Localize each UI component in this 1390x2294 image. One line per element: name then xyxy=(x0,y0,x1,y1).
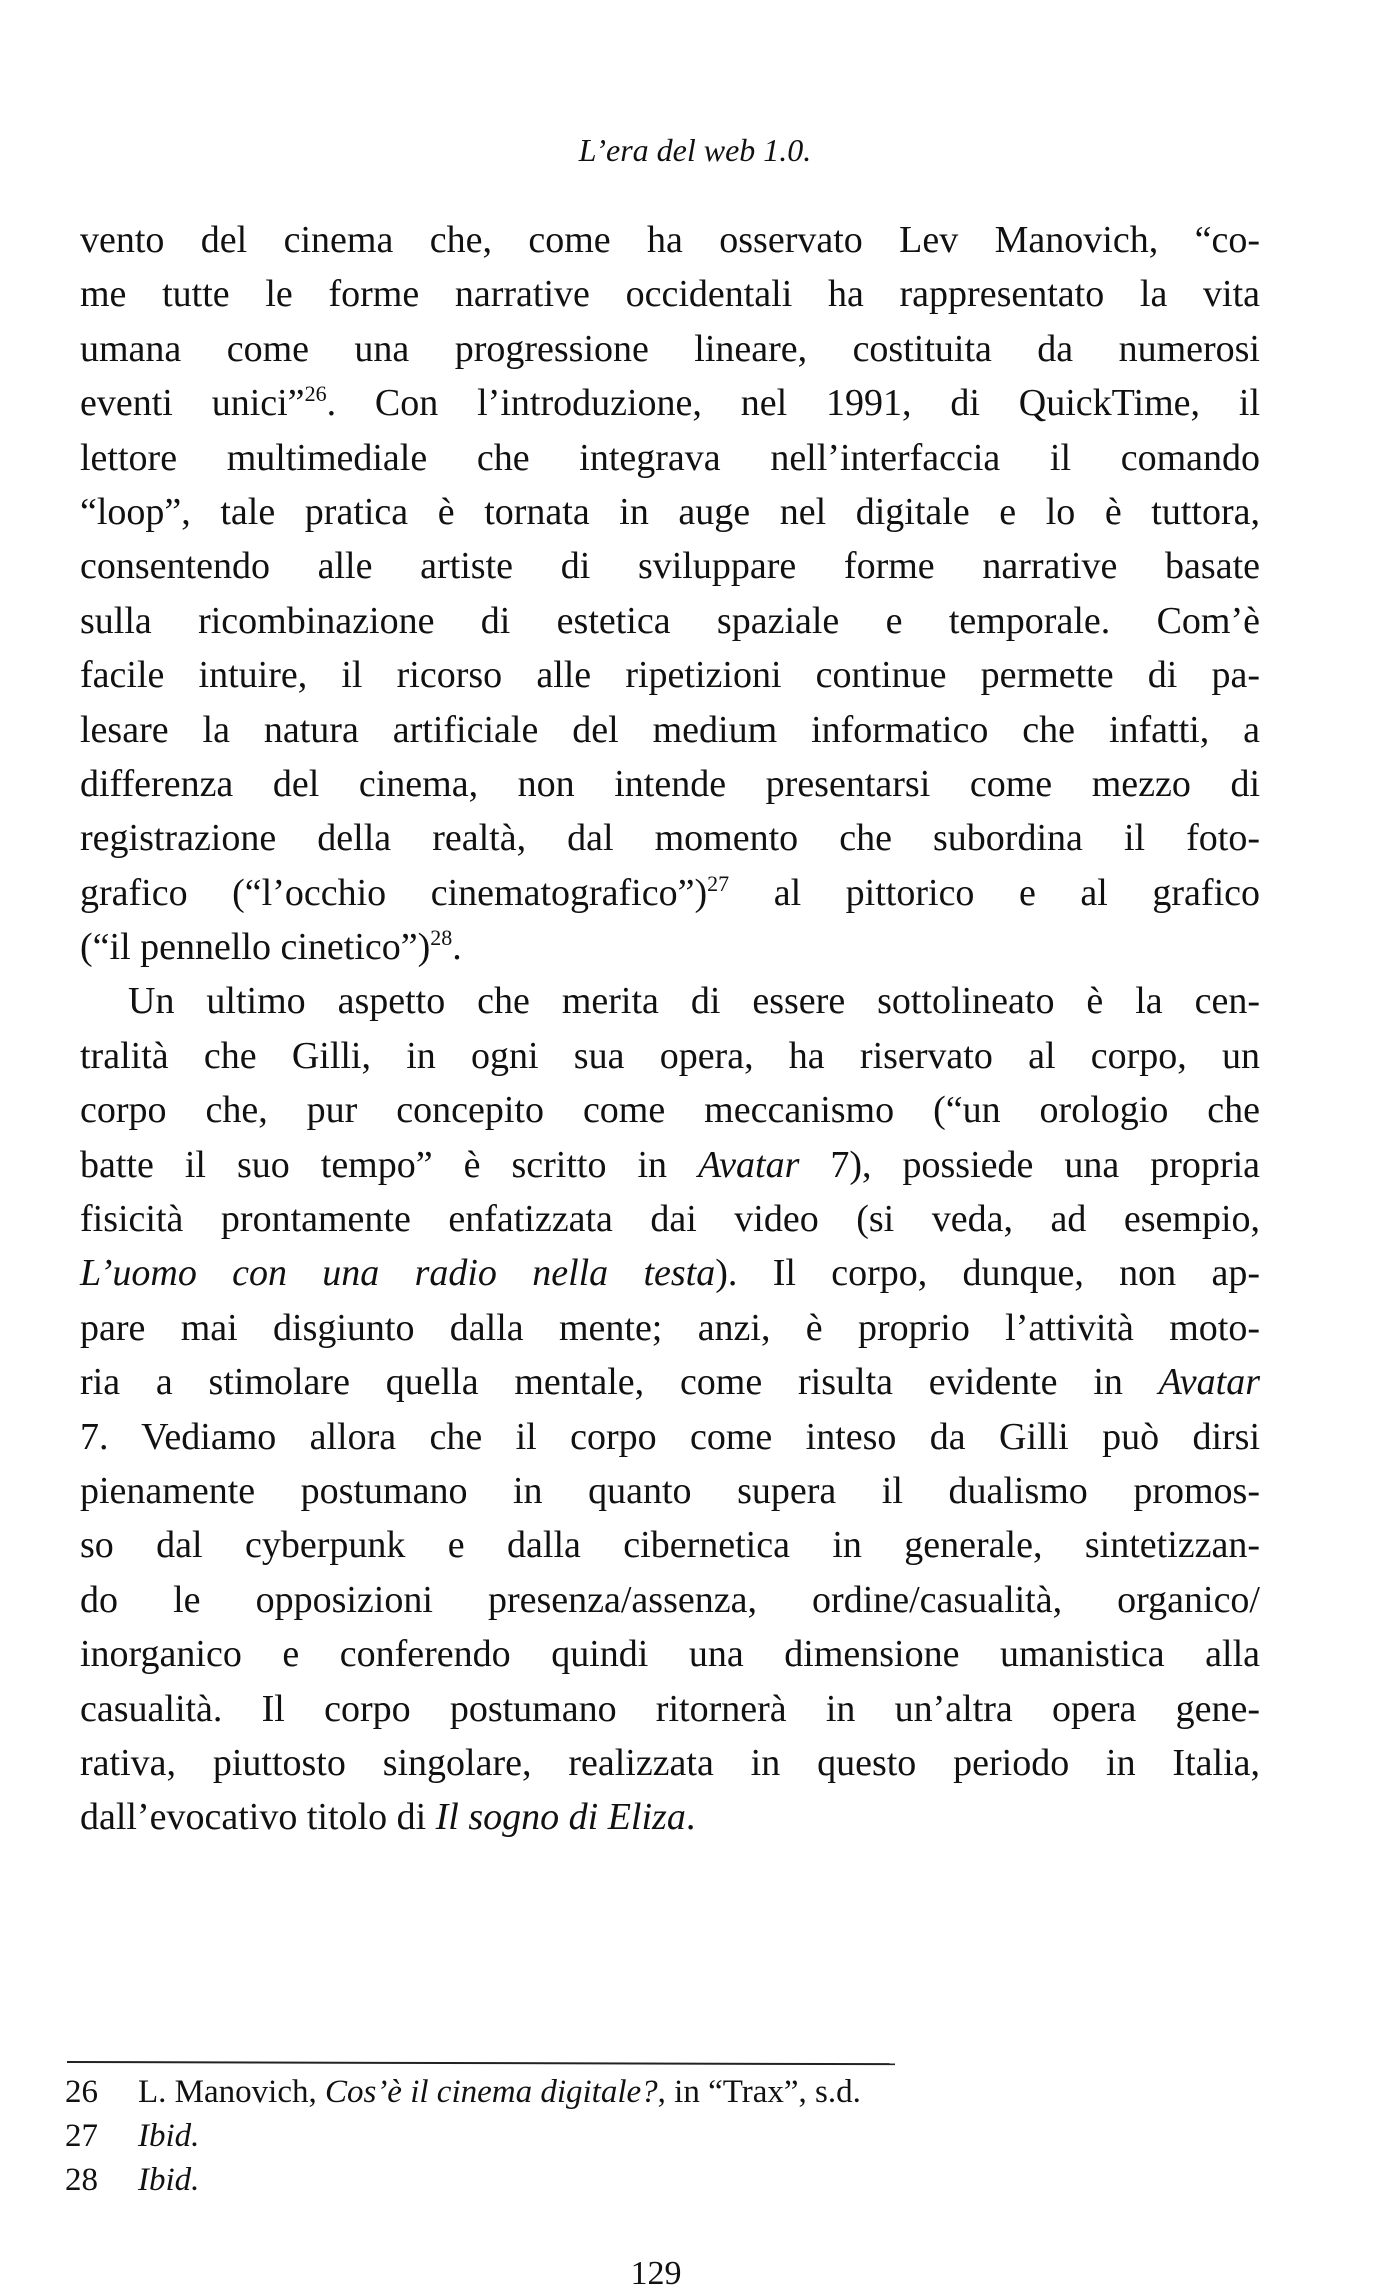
text-line xyxy=(80,267,1260,321)
running-head-title: L’era del web 1.0. xyxy=(578,132,812,168)
body-text xyxy=(80,213,1260,1845)
text-run: umana come una progressione lineare, costituita da numerosi xyxy=(80,327,1260,370)
footnote-reference: 28 xyxy=(430,925,453,951)
text-run: Un ultimo aspetto che merita di essere sottolineato è la cen- xyxy=(128,980,1260,1023)
text-run: (“il pennello cinetico”) xyxy=(80,926,431,969)
text-line xyxy=(80,594,1260,648)
text-run: . xyxy=(685,1796,696,1839)
text-run: eventi unici” xyxy=(80,382,305,425)
footnote xyxy=(65,2158,1165,2202)
footnote-reference: 27 xyxy=(707,870,730,896)
page-number-text: 129 xyxy=(630,2255,682,2292)
italic-title: Avatar xyxy=(698,1143,800,1186)
text-line xyxy=(80,1464,1260,1518)
footnote-text xyxy=(138,2070,861,2114)
text-run: . Con l’introduzione, nel 1991, di QuickTime, il xyxy=(326,382,1261,425)
text-line xyxy=(80,1192,1260,1246)
text-line xyxy=(80,1627,1260,1681)
text-run: batte il suo tempo” è scritto in xyxy=(80,1143,699,1186)
text-run: differenza del cinema, non intende presentarsi come mezzo di xyxy=(80,762,1260,805)
text-run: grafico (“l’occhio cinematografico”) xyxy=(80,871,708,914)
text-run: do le opposizioni presenza/assenza, ordine/casualità, organico/ xyxy=(80,1578,1260,1621)
italic-title: Il sogno di Eliza xyxy=(435,1796,686,1839)
text-line xyxy=(80,1355,1260,1409)
text-run: lesare la natura artificiale del medium informatico che infatti, a xyxy=(80,708,1260,751)
text-line xyxy=(80,431,1260,485)
text-run: consentendo alle artiste di sviluppare forme narrative basate xyxy=(80,545,1260,588)
page-number xyxy=(0,2254,1390,2294)
text-line xyxy=(80,1790,1260,1844)
text-run: sulla ricombinazione di estetica spaziale e temporale. Com’è xyxy=(80,599,1260,642)
text-line xyxy=(80,1682,1260,1736)
footnote-text xyxy=(138,2158,199,2202)
text-run: ria a stimolare quella mentale, come risulta evidente in xyxy=(80,1361,1159,1404)
text-run: so dal cyberpunk e dalla cibernetica in generale, sintetizzan- xyxy=(80,1524,1260,1567)
footnote-number: 28 xyxy=(65,2162,98,2198)
text-line xyxy=(80,1138,1260,1192)
text-run: pienamente postumano in quanto supera il dualismo promos- xyxy=(80,1469,1260,1512)
text-line xyxy=(80,974,1260,1028)
running-head xyxy=(0,130,1390,170)
text-line xyxy=(80,648,1260,702)
text-line xyxy=(80,920,1260,974)
text-line xyxy=(80,1029,1260,1083)
text-line xyxy=(80,1736,1260,1790)
text-run: 7), possiede una propria xyxy=(799,1143,1260,1186)
text-line xyxy=(80,866,1260,920)
text-line xyxy=(80,1410,1260,1464)
text-line xyxy=(80,1518,1260,1572)
footnote-number: 27 xyxy=(65,2118,98,2154)
italic-title: Avatar xyxy=(1158,1361,1260,1404)
italic-title: Cos’è il cinema digitale? xyxy=(324,2074,658,2110)
text-run: inorganico e conferendo quindi una dimensione umanistica alla xyxy=(80,1633,1260,1676)
footnote-reference: 26 xyxy=(304,381,327,407)
text-run: me tutte le forme narrative occidentali ha rappresentato la vita xyxy=(80,273,1260,316)
text-run: vento del cinema che, come ha osservato Lev Manovich, “co- xyxy=(80,219,1260,261)
text-line xyxy=(80,1246,1260,1300)
text-run: “loop”, tale pratica è tornata in auge nel digitale e lo è tuttora, xyxy=(80,490,1260,533)
text-line xyxy=(80,703,1260,757)
text-line xyxy=(80,485,1260,539)
text-run: dall’evocativo titolo di xyxy=(80,1796,436,1839)
text-run: ). Il corpo, dunque, non ap- xyxy=(715,1252,1260,1295)
footnotes xyxy=(65,2070,1165,2202)
text-run: al pittorico e al grafico xyxy=(729,871,1260,914)
italic-title: Ibid. xyxy=(138,2118,200,2154)
text-run: facile intuire, il ricorso alle ripetizioni continue permette di pa- xyxy=(80,654,1260,697)
text-run: . xyxy=(452,926,462,969)
text-line xyxy=(80,539,1260,593)
text-run: lettore multimediale che integrava nell’interfaccia il comando xyxy=(80,436,1260,479)
text-line xyxy=(80,322,1260,376)
text-run: registrazione della realtà, dal momento che subordina il foto- xyxy=(80,817,1260,860)
text-run: tralità che Gilli, in ogni sua opera, ha riservato al corpo, un xyxy=(80,1034,1260,1077)
text-run: , in “Trax”, s.d. xyxy=(657,2074,861,2110)
footnote-number: 26 xyxy=(65,2074,98,2110)
text-run: corpo che, pur concepito come meccanismo (“un orologio che xyxy=(80,1089,1260,1132)
footnote xyxy=(65,2070,1165,2114)
text-line xyxy=(80,757,1260,811)
text-run: L. Manovich, xyxy=(138,2074,325,2110)
text-run: fisicità prontamente enfatizzata dai video (si veda, ad esempio, xyxy=(80,1198,1260,1241)
footnote xyxy=(65,2114,1165,2158)
text-line xyxy=(80,1301,1260,1355)
text-line xyxy=(80,1083,1260,1137)
text-line xyxy=(80,376,1260,430)
footnote-text xyxy=(138,2114,199,2158)
text-run: 7. Vediamo allora che il corpo come inteso da Gilli può dirsi xyxy=(80,1415,1260,1458)
text-line xyxy=(80,1573,1260,1627)
text-run: casualità. Il corpo postumano ritornerà in un’altra opera gene- xyxy=(80,1687,1260,1730)
text-line xyxy=(80,811,1260,865)
italic-title: Ibid. xyxy=(138,2162,200,2198)
text-run: pare mai disgiunto dalla mente; anzi, è proprio l’attività moto- xyxy=(80,1306,1260,1349)
text-run: rativa, piuttosto singolare, realizzata in questo periodo in Italia, xyxy=(80,1741,1260,1784)
text-line xyxy=(80,213,1260,267)
footnote-separator-rule xyxy=(67,2061,895,2065)
italic-title: L’uomo con una radio nella testa xyxy=(80,1252,716,1295)
